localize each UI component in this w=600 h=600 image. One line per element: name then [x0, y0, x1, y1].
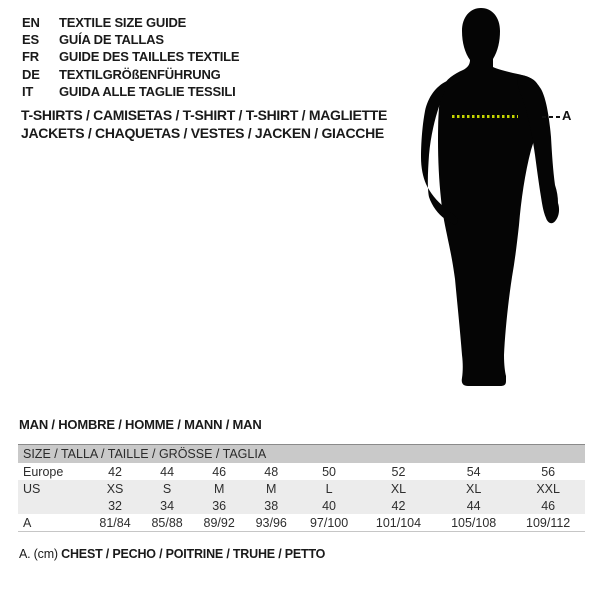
- table-cell: 93/96: [255, 515, 287, 530]
- measurement-footnote: [19, 547, 325, 561]
- row-label-europe: Europe: [23, 464, 64, 479]
- table-cell: 32: [89, 497, 141, 514]
- table-cell: 46: [511, 497, 585, 514]
- silhouette-body: [438, 8, 542, 386]
- language-text: TEXTILE SIZE GUIDE: [59, 15, 187, 31]
- language-row: [22, 83, 239, 100]
- row-label-us: US: [18, 480, 89, 497]
- language-row: [22, 31, 239, 48]
- measure-label-a: A: [562, 108, 572, 123]
- table-cell: 101/104: [375, 515, 422, 530]
- language-text: TEXTILGRÖßENFÜHRUNG: [59, 66, 221, 82]
- table-cell: 97/100: [309, 515, 349, 530]
- table-cell: 36: [193, 497, 245, 514]
- table-cell: XL: [436, 480, 511, 497]
- language-code: DE: [22, 66, 40, 82]
- table-row-europe: [18, 463, 585, 480]
- language-row: [22, 14, 239, 31]
- chest-measure-line-outside: [542, 116, 560, 118]
- table-row-us: [18, 480, 585, 497]
- category-line-tshirts: T-SHIRTS / CAMISETAS / T-SHIRT / T-SHIRT / MAGLIETTE: [21, 107, 388, 123]
- table-cell: XL: [361, 480, 436, 497]
- table-cell: 34: [141, 497, 193, 514]
- table-cell: 38: [245, 497, 297, 514]
- language-text: GUIDA ALLE TAGLIE TESSILI: [59, 83, 236, 99]
- table-cell: S: [141, 480, 193, 497]
- language-row: [22, 48, 239, 65]
- table-row-numeric: [18, 497, 585, 514]
- footnote-text: CHEST / PECHO / POITRINE / TRUHE / PETTO: [61, 547, 326, 561]
- table-cell: L: [297, 480, 361, 497]
- table-cell: M: [245, 480, 297, 497]
- table-cell: 89/92: [203, 515, 235, 530]
- table-cell: 81/84: [99, 515, 131, 530]
- size-table-header: SIZE / TALLA / TAILLE / GRÖSSE / TAGLIA: [18, 445, 585, 464]
- table-cell: XXL: [511, 480, 585, 497]
- table-cell: 105/108: [451, 515, 497, 530]
- language-text: GUÍA DE TALLAS: [59, 32, 164, 48]
- table-cell: 42: [108, 464, 122, 479]
- size-table-header-row: [18, 445, 585, 464]
- size-table: [18, 444, 585, 532]
- language-text: GUIDE DES TAILLES TEXTILE: [59, 49, 240, 65]
- table-cell: 52: [391, 464, 406, 479]
- table-cell: M: [193, 480, 245, 497]
- category-line-jackets: JACKETS / CHAQUETAS / VESTES / JACKEN / GIACCHE: [21, 125, 384, 141]
- language-list: [22, 14, 239, 100]
- table-cell: 109/112: [526, 515, 571, 530]
- table-cell: XS: [89, 480, 141, 497]
- table-cell: 44: [436, 497, 511, 514]
- language-code: EN: [22, 15, 40, 31]
- table-row-chest-a: [18, 514, 585, 532]
- garment-categories: [21, 106, 387, 142]
- man-silhouette: [415, 5, 570, 390]
- chest-measure-line-on-body: [452, 115, 518, 118]
- table-cell: 40: [297, 497, 361, 514]
- table-cell: 44: [160, 464, 175, 479]
- table-cell: 46: [212, 464, 227, 479]
- table-cell: 54: [466, 464, 481, 479]
- table-cell: 50: [322, 464, 337, 479]
- table-cell: 56: [541, 464, 556, 479]
- language-code: FR: [22, 49, 39, 65]
- table-cell: 85/88: [151, 515, 183, 530]
- language-row: [22, 66, 239, 83]
- footnote-prefix: A. (cm): [19, 547, 62, 561]
- language-code: IT: [22, 83, 34, 99]
- table-cell: 42: [361, 497, 436, 514]
- section-title-man: MAN / HOMBRE / HOMME / MANN / MAN: [19, 417, 262, 432]
- table-cell: 48: [264, 464, 279, 479]
- row-label-blank: [18, 497, 89, 514]
- language-code: ES: [22, 32, 39, 48]
- row-label-a: A: [23, 515, 32, 530]
